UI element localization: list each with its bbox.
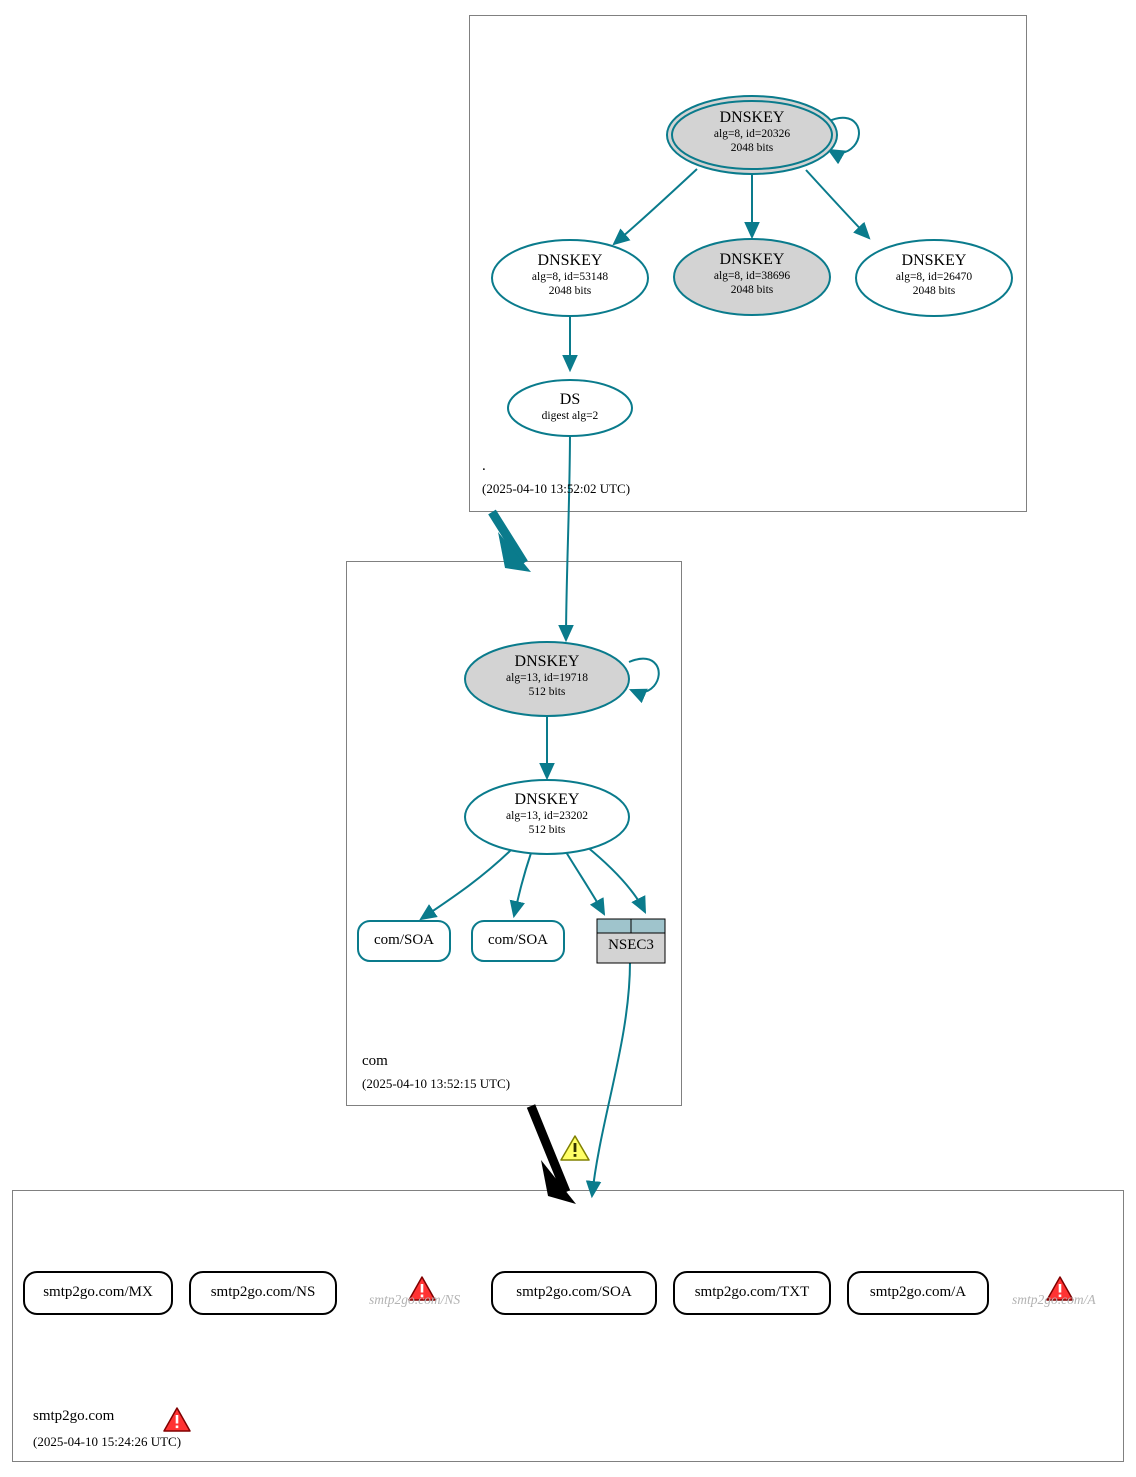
node-root-zsk-53148-type: DNSKEY (537, 252, 603, 269)
node-com-soa-1-label: com/SOA (374, 932, 434, 948)
zone-label-root: . (482, 458, 486, 474)
node-smtp2go-a-error-label: smtp2go.com/A (1012, 1292, 1096, 1307)
node-com-zsk-type: DNSKEY (514, 791, 580, 808)
node-com-soa-2-label: com/SOA (488, 932, 548, 948)
node-root-zsk-38696-size: 2048 bits (730, 284, 774, 296)
node-root-ksk-alg: alg=8, id=20326 (713, 128, 791, 140)
node-root-ksk-size: 2048 bits (730, 142, 774, 154)
zone-label-smtp2go: smtp2go.com (33, 1408, 115, 1424)
zone-timestamp-com: (2025-04-10 13:52:15 UTC) (362, 1076, 511, 1091)
node-smtp2go-mx-label: smtp2go.com/MX (43, 1284, 153, 1300)
node-root-zsk-38696-alg: alg=8, id=38696 (713, 270, 791, 282)
node-smtp2go-txt-label: smtp2go.com/TXT (694, 1284, 810, 1300)
node-smtp2go-ns-error-label: smtp2go.com/NS (369, 1292, 461, 1307)
node-com-zsk-alg: alg=13, id=23202 (506, 810, 588, 822)
node-smtp2go-ns-label: smtp2go.com/NS (210, 1284, 316, 1300)
node-root-zsk-38696-type: DNSKEY (719, 251, 785, 268)
node-root-zsk-26470-type: DNSKEY (901, 252, 967, 269)
node-com-nsec3-label: NSEC3 (608, 937, 654, 953)
node-smtp2go-a-label: smtp2go.com/A (869, 1284, 967, 1300)
node-root-ksk-type: DNSKEY (719, 109, 785, 126)
node-root-zsk-26470-alg: alg=8, id=26470 (895, 271, 973, 283)
zone-label-com: com (362, 1053, 388, 1069)
node-root-ds-type: DS (559, 391, 581, 408)
node-smtp2go-soa-label: smtp2go.com/SOA (516, 1284, 632, 1300)
node-root-zsk-26470-size: 2048 bits (912, 285, 956, 297)
zone-timestamp-smtp2go: (2025-04-10 15:24:26 UTC) (33, 1434, 182, 1449)
error-triangle-icon-zone (164, 1408, 190, 1431)
node-com-ksk-type: DNSKEY (514, 653, 580, 670)
node-com-zsk-size: 512 bits (528, 824, 566, 836)
zone-timestamp-root: (2025-04-10 13:52:02 UTC) (482, 481, 631, 496)
node-com-ksk-size: 512 bits (528, 686, 566, 698)
node-com-ksk-alg: alg=13, id=19718 (506, 672, 588, 684)
node-root-ds-digest: digest alg=2 (541, 410, 599, 422)
node-root-zsk-53148-alg: alg=8, id=53148 (531, 271, 609, 283)
node-root-zsk-53148-size: 2048 bits (548, 285, 592, 297)
warning-triangle-icon (561, 1136, 589, 1160)
